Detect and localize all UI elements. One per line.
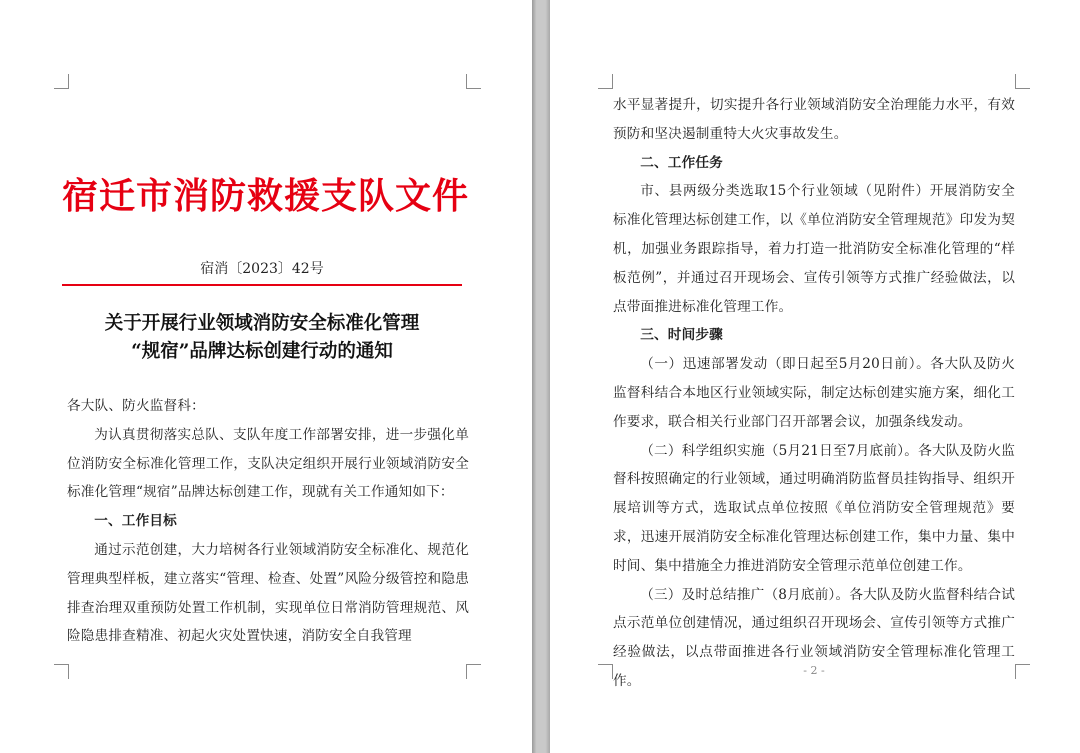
tasks-paragraph: 市、县两级分类选取15个行业领域（见附件）开展消防安全标准化管理达标创建工作，以《单位消防安全管理规范》印发为契机，加强业务跟踪指导，着力打造一批消防安全标准化管理的“样板范例”，并通过召开现场会、宣传引领等方式推广经验做法，以点带面推进标准化管理工作。 (613, 183, 1015, 315)
page-gutter (532, 0, 550, 753)
crop-mark-bottom-right (466, 664, 481, 679)
left-page (0, 0, 532, 753)
left-body-text (67, 392, 469, 651)
schedule-step-3: （三）及时总结推广（8月底前）。各大队及防火监督科结合试点示范单位创建情况，通过组织召开现场会、宣传引领等方式推广经验做法，以点带面推进各行业领域消防安全管理标准化管理工作。 (613, 586, 1015, 689)
schedule-step-2: （二）科学组织实施（5月21日至7月底前）。各大队及防火监督科按照确定的行业领域，通过明确消防监督员挂钩指导、组织开展培训等方式，选取试点单位按照《单位消防安全管理规范》要求，迅速开展消防安全标准化管理达标创建工作，集中力量、集中时间、集中措施全力推进消防安全管理示范单位创建工作。 (613, 442, 1015, 574)
document-number: 宿消〔2023〕42号 (200, 261, 324, 277)
crop-mark-top-left (54, 74, 69, 89)
right-page (550, 0, 1080, 753)
crop-mark-top-right (466, 74, 481, 89)
notice-title-line-2: “规宿”品牌达标创建行动的通知 (131, 341, 393, 362)
notice-title (62, 310, 462, 366)
red-divider-line (62, 284, 462, 286)
section-heading-schedule: 三、时间步骤 (640, 327, 723, 344)
intro-paragraph: 为认真贯彻落实总队、支队年度工作部署安排，进一步强化单位消防安全标准化管理工作，支队决定组织开展行业领域消防安全标准化管理“规宿”品牌达标创建工作，现就有关工作通知如下： (67, 426, 469, 501)
crop-mark-bottom-left (598, 664, 613, 679)
crop-mark-top-left (598, 74, 613, 89)
page-number: - 2 - (803, 664, 825, 677)
notice-title-line-1: 关于开展行业领域消防安全标准化管理 (104, 313, 420, 334)
section-heading-goals: 一、工作目标 (94, 513, 177, 530)
goals-paragraph-continued: 水平显著提升，切实提升各行业领域消防安全治理能力水平，有效预防和坚决遏制重特大火灾事故发生。 (613, 97, 1015, 142)
document-red-header: 宿迁市消防救援支队文件 (62, 175, 470, 217)
salutation: 各大队、防火监督科： (67, 398, 205, 414)
goals-paragraph: 通过示范创建，大力培树各行业领域消防安全标准化、规范化管理典型样板，建立落实“管理、检查、处置”风险分级管控和隐患排查治理双重预防处置工作机制，实现单位日常消防管理规范、风险隐患排查精准、初起火灾处置快速，消防安全自我管理 (67, 541, 469, 645)
right-body-text (613, 91, 1015, 696)
crop-mark-top-right (1015, 74, 1030, 89)
schedule-step-1: （一）迅速部署发动（即日起至5月20日前）。各大队及防火监督科结合本地区行业领域实际，制定达标创建实施方案，细化工作要求，联合相关行业部门召开部署会议，加强条线发动。 (613, 356, 1015, 430)
section-heading-tasks: 二、工作任务 (640, 154, 723, 171)
crop-mark-bottom-right (1015, 664, 1030, 679)
crop-mark-bottom-left (54, 664, 69, 679)
